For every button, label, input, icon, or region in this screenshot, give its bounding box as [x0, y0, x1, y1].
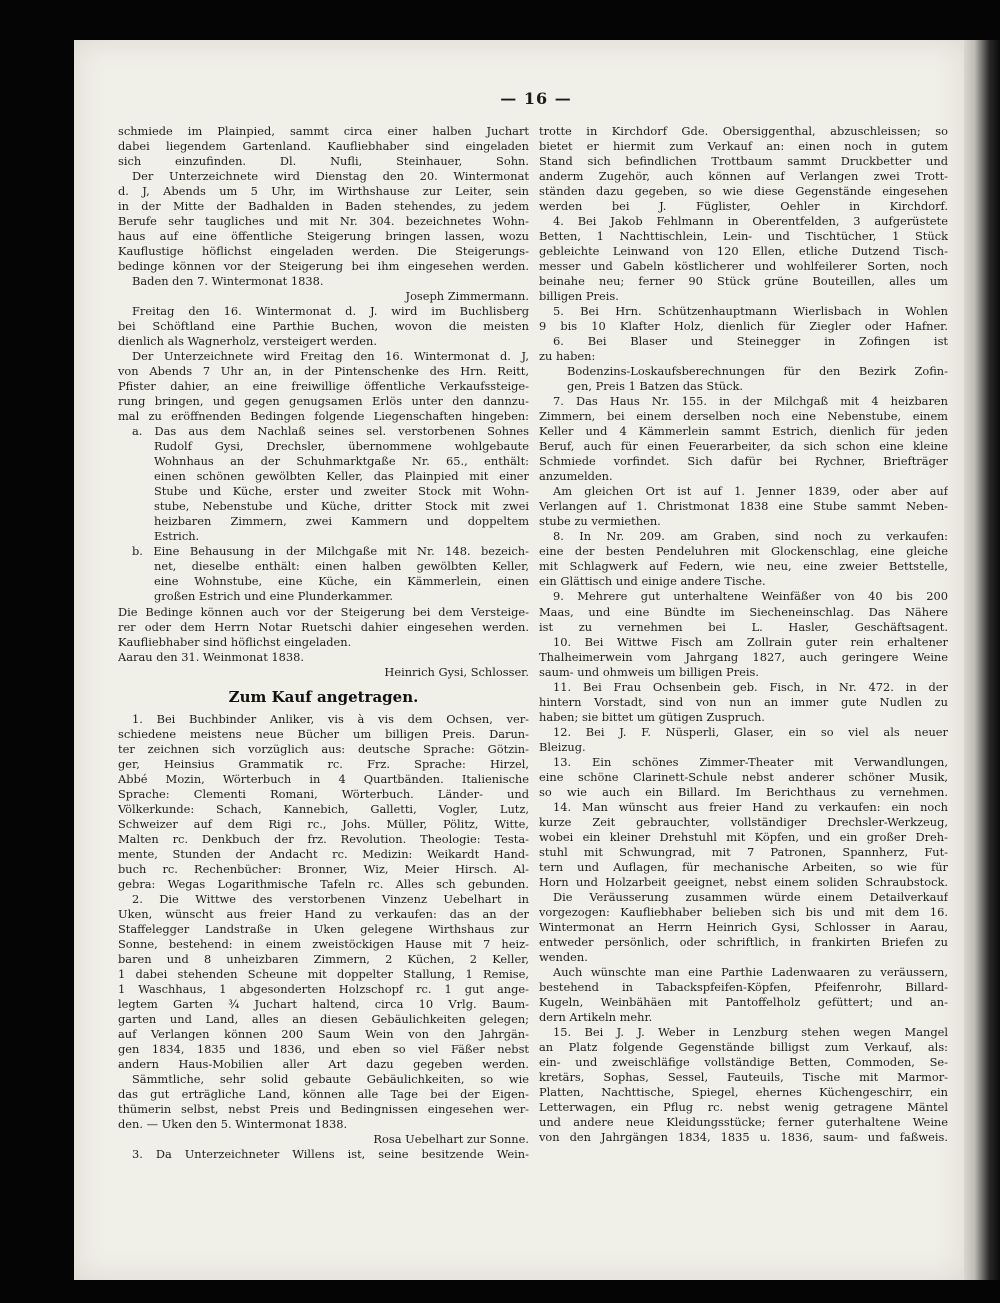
text-line: heizbaren Zimmern, zwei Kammern und doppeltem: [154, 514, 529, 529]
text-line: ein- und zweischläfige vollständige Betten, Commoden, Se-: [539, 1054, 948, 1069]
text-line: anderm Zugehör, auch können auf Verlangen zwei Trott-: [539, 169, 948, 184]
text-line: garten und Land, alles an diesen Gebäulichkeiten gelegen;: [118, 1011, 529, 1026]
text-line: Die Bedinge können auch vor der Steigerung bei dem Versteige-: [118, 604, 529, 619]
text-line: 6. Bei Blaser und Steinegger in Zofingen ist: [553, 334, 948, 349]
text-line: kretärs, Sophas, Sessel, Fauteuils, Tische mit Marmor-: [539, 1069, 948, 1084]
text-line: Estrich.: [154, 529, 200, 544]
text-line: bestehend in Tabackspfeifen-Köpfen, Pfeifenrohr, Billard-: [539, 979, 948, 994]
text-line: rung bringen, und gegen genugsamen Erlös unter den dannzu-: [118, 394, 529, 409]
text-line: bedinge können vor der Steigerung bei ihm eingesehen werden.: [118, 259, 529, 274]
text-line: sich einzufinden. Dl. Nufli, Steinhauer, Sohn.: [118, 154, 529, 169]
page-number: — 16 —: [500, 89, 572, 108]
text-line: 1. Bei Buchbinder Anliker, vis à vis dem Ochsen, ver-: [132, 711, 529, 726]
text-line: Schweizer auf dem Rigi rc., Johs. Müller, Pölitz, Witte,: [118, 816, 529, 831]
text-line: bei Schöftland eine Parthie Buchen, wovon die meisten: [118, 319, 529, 334]
text-line: 11. Bei Frau Ochsenbein geb. Fisch, in Nr. 472. in der: [553, 679, 948, 694]
text-line: ger, Heinsius Grammatik rc. Frz. Sprache: Hirzel,: [118, 756, 529, 771]
text-line: dern Artikeln mehr.: [539, 1009, 653, 1024]
text-line: 9 bis 10 Klafter Holz, dienlich für Ziegler oder Hafner.: [539, 319, 948, 334]
text-line: hintern Vorstadt, sind von nun an immer gute Nudlen zu: [539, 694, 948, 709]
text-line: an Platz folgende Gegenstände billigst zum Verkauf, als:: [539, 1039, 948, 1054]
text-line: Sämmtliche, sehr solid gebaute Gebäulichkeiten, so wie: [132, 1071, 529, 1086]
text-line: Stube und Küche, erster und zweiter Stock mit Wohn-: [154, 484, 529, 499]
text-line: b. Eine Behausung in der Milchgaße mit Nr. 148. bezeich-: [132, 544, 529, 559]
text-line: a. Das aus dem Nachlaß seines sel. verstorbenen Sohnes: [132, 424, 529, 439]
text-line: ständen dazu gegeben, so wie diese Gegenstände eingesehen: [539, 184, 948, 199]
text-line: dienlich als Wagnerholz, versteigert werden.: [118, 334, 377, 349]
text-line: trotte in Kirchdorf Gde. Obersiggenthal, abzuschleissen; so: [539, 124, 948, 138]
text-line: bietet er hiermit zum Verkauf an: einen noch in gutem: [539, 139, 948, 154]
text-line: Aarau den 31. Weinmonat 1838.: [118, 649, 305, 664]
text-line: Sonne, bestehend: in einem zweistöckigen Hause mit 7 heiz-: [118, 936, 529, 951]
text-line: Malten rc. Denkbuch der frz. Revolution. Theologie: Testa-: [118, 831, 529, 846]
text-line: Kauflustige höflichst eingeladen werden. Die Steigerungs-: [118, 244, 529, 259]
text-line: 3. Da Unterzeichneter Willens ist, seine besitzende Wein-: [132, 1147, 529, 1162]
text-line: vorgezogen: Kaufliebhaber belieben sich bis und mit dem 16.: [539, 904, 948, 919]
text-line: Uken, wünscht aus freier Hand zu verkaufen: das an der: [118, 906, 529, 921]
text-line: stube zu vermiethen.: [539, 514, 661, 529]
text-line: mal zu eröffnenden Bedingen folgende Liegenschaften hingeben:: [118, 409, 529, 424]
section-heading: Zum Kauf angetragen.: [228, 687, 419, 706]
text-line: 2. Die Wittwe des verstorbenen Vinzenz Uebelhart in: [132, 891, 529, 906]
text-line: 8. In Nr. 209. am Graben, sind noch zu verkaufen:: [553, 529, 948, 544]
text-line: Auch wünschte man eine Parthie Ladenwaaren zu veräussern,: [553, 964, 948, 979]
text-line: schmiede im Plainpied, sammt circa einer halben Juchart: [118, 124, 529, 138]
text-line: haus auf eine öffentliche Steigerung bringen lassen, wozu: [118, 229, 529, 244]
text-line: ter zeichnen sich vorzüglich aus: deutsche Sprache: Götzin-: [118, 741, 529, 756]
text-line: stuhl mit Schwungrad, mit 7 Patronen, Spannherz, Fut-: [539, 844, 948, 859]
text-line: thümerin selbst, nebst Preis und Bedingnissen eingesehen wer-: [118, 1101, 529, 1116]
text-line: gen, Preis 1 Batzen das Stück.: [567, 379, 744, 394]
text-line: eine schöne Clarinett-Schule nebst anderer schöner Musik,: [539, 769, 948, 784]
text-line: Bodenzins-Loskaufsberechnungen für den Bezirk Zofin-: [567, 364, 948, 379]
text-line: Wintermonat an Herrn Heinrich Gysi, Schlosser in Aarau,: [539, 919, 948, 934]
text-line: messer und Gabeln köstlicherer und wohlfeilerer Sorten, noch: [539, 259, 948, 274]
text-line: Schmiede vorfindet. Sich dafür bei Rychner, Briefträger: [539, 454, 948, 469]
text-line: Zimmern, bei einem derselben noch eine Nebenstube, einem: [539, 409, 948, 424]
signature-line: Heinrich Gysi, Schlosser.: [384, 664, 529, 679]
text-line: und andere neue Kleidungsstücke; ferner guterhaltene Weine: [539, 1115, 948, 1130]
text-line: werden bei J. Füglister, Oehler in Kirchdorf.: [539, 199, 948, 214]
text-line: buch rc. Rechenbücher: Bronner, Wiz, Meier Hirsch. Al-: [118, 861, 529, 876]
text-line: 5. Bei Hrn. Schützenhauptmann Wierlisbach in Wohlen: [553, 304, 948, 319]
text-line: den. — Uken den 5. Wintermonat 1838.: [118, 1117, 348, 1131]
text-line: d. J, Abends um 5 Uhr, im Wirthshause zur Leiter, sein: [118, 184, 529, 199]
text-line: Betten, 1 Nachttischlein, Lein- und Tischtücher, 1 Stück: [539, 229, 948, 244]
text-line: schiedene meistens neue Bücher um billigen Preis. Darun-: [118, 726, 529, 741]
text-line: tern und Auflagen, für mechanische Arbeiten, so wie für: [539, 859, 948, 874]
text-line: Sprache: Clementi Romani, Wörterbuch. Länder- und: [118, 786, 529, 801]
text-line: mente, Stunden der Andacht rc. Medizin: Weikardt Hand-: [118, 846, 529, 861]
text-line: 7. Das Haus Nr. 155. in der Milchgaß mit 4 heizbaren: [553, 394, 948, 409]
text-line: 9. Mehrere gut unterhaltene Weinfäßer von 40 bis 200: [553, 589, 948, 604]
text-line: billigen Preis.: [539, 289, 619, 304]
text-line: ist zu vernehmen bei L. Hasler, Geschäftsagent.: [539, 619, 948, 634]
text-line: Am gleichen Ort ist auf 1. Jenner 1839, oder aber auf: [553, 484, 948, 499]
text-line: 4. Bei Jakob Fehlmann in Oberentfelden, 3 aufgerüstete: [553, 214, 948, 229]
text-line: 14. Man wünscht aus freier Hand zu verkaufen: ein noch: [553, 799, 948, 814]
text-line: wenden.: [539, 949, 588, 964]
page-spine-shadow: [964, 40, 1000, 1280]
text-line: Verlangen auf 1. Christmonat 1838 eine Stube sammt Neben-: [539, 499, 948, 514]
text-line: dabei liegendem Gartenland. Kaufliebhaber sind eingeladen: [118, 139, 529, 154]
text-line: 13. Ein schönes Zimmer-Theater mit Verwandlungen,: [553, 754, 948, 769]
text-line: anzumelden.: [539, 469, 613, 484]
text-line: legtem Garten ¾ Juchart haltend, circa 10 Vrlg. Baum-: [118, 996, 529, 1011]
text-line: Pfister dahier, an eine freiwillige öffentliche Verkaufssteige-: [118, 379, 529, 394]
text-line: Abbé Mozin, Wörterbuch in 4 Quartbänden. Italienische: [118, 771, 529, 786]
text-line: Völkerkunde: Schach, Kannebich, Galletti, Vogler, Lutz,: [118, 801, 529, 816]
text-line: 12. Bei J. F. Nüsperli, Glaser, ein so viel als neuer: [553, 724, 948, 739]
text-line: gebra: Wegas Logarithmische Tafeln rc. Alles sch gebunden.: [118, 876, 529, 891]
text-line: Die Veräusserung zusammen würde einem Detailverkauf: [553, 889, 948, 904]
signature-line: Rosa Uebelhart zur Sonne.: [373, 1132, 529, 1147]
text-line: 1 dabei stehenden Scheune mit doppelter Stallung, 1 Remise,: [118, 966, 529, 981]
text-line: 15. Bei J. J. Weber in Lenzburg stehen wegen Mangel: [553, 1024, 948, 1039]
text-line: das gut erträgliche Land, können alle Tage bei der Eigen-: [118, 1086, 529, 1101]
text-line: gebleichte Leinwand von 120 Ellen, etliche Dutzend Tisch-: [539, 244, 948, 259]
text-line: beinahe neu; ferner 90 Stück grüne Bouteillen, alles um: [539, 274, 948, 289]
text-line: baren und 8 unheizbaren Zimmern, 2 Küchen, 2 Keller,: [118, 951, 529, 966]
text-line: 10. Bei Wittwe Fisch am Zollrain guter rein erhaltener: [553, 634, 948, 649]
text-line: rer oder dem Herrn Notar Ruetschi dahier eingesehen werden.: [118, 619, 529, 634]
text-line: Platten, Nachttische, Spiegel, ehernes Küchengeschirr, ein: [539, 1085, 948, 1099]
text-line: in der Mitte der Badhalden in Baden stehendes, zu jedem: [118, 199, 529, 214]
text-line: 1 Waschhaus, 1 abgesonderten Holzschopf rc. 1 gut ange-: [118, 981, 529, 996]
text-line: saum- und ohmweis um billigen Preis.: [539, 664, 759, 679]
text-line: Kaufliebhaber sind höflichst eingeladen.: [118, 634, 352, 649]
text-line: Wohnhaus an der Schuhmarktgaße Nr. 65., enthält:: [154, 454, 529, 469]
text-line: Horn und Holzarbeit geeignet, nebst einem soliden Schraubstock.: [539, 874, 948, 889]
text-line: Baden den 7. Wintermonat 1838.: [132, 274, 324, 289]
text-line: wobei ein kleiner Drehstuhl mit Köpfen, und ein großer Dreh-: [539, 829, 948, 844]
text-line: Der Unterzeichnete wird Freitag den 16. Wintermonat d. J,: [132, 349, 529, 364]
right-column: [539, 124, 948, 1145]
text-line: andern Haus-Mobilien aller Art dazu gegeben werden.: [118, 1056, 529, 1071]
newspaper-page: [74, 40, 964, 1280]
text-line: gen 1834, 1835 und 1836, und eben so viel Fäßer nebst: [118, 1041, 529, 1056]
text-line: Stand sich befindlichen Trottbaum sammt Druckbetter und: [539, 154, 948, 169]
text-line: Freitag den 16. Wintermonat d. J. wird im Buchlisberg: [132, 304, 529, 319]
text-line: haben; sie bittet um gütigen Zuspruch.: [539, 709, 765, 724]
text-line: Keller und 4 Kämmerlein sammt Estrich, dienlich für jeden: [539, 424, 948, 439]
text-line: kurze Zeit gebrauchter, vollständiger Drechsler-Werkzeug,: [539, 814, 948, 829]
text-line: Maas, und eine Bündte im Siecheneinschlag. Das Nähere: [539, 604, 948, 619]
text-line: stube, Nebenstube und Küche, dritter Stock mit zwei: [154, 499, 529, 514]
text-line: Bleizug.: [539, 739, 586, 754]
text-line: eine der besten Pendeluhren mit Glockenschlag, eine gleiche: [539, 544, 948, 559]
text-line: Letterwagen, ein Pflug rc. nebst wenig getragene Mäntel: [539, 1100, 948, 1115]
signature-line: Joseph Zimmermann.: [405, 289, 529, 304]
text-line: Beruf, auch für einen Feuerarbeiter, da sich schon eine kleine: [539, 439, 948, 454]
text-line: auf Verlangen können 200 Saum Wein von den Jahrgän-: [118, 1026, 529, 1041]
text-line: Thalheimerwein vom Jahrgang 1827, auch geringere Weine: [539, 649, 948, 664]
text-line: Staffelegger Landstraße in Uken gelegene Wirthshaus zur: [118, 921, 529, 936]
text-line: net, dieselbe enthält: einen halben gewölbten Keller,: [154, 559, 529, 574]
text-line: großen Estrich und eine Plunderkammer.: [154, 589, 394, 604]
left-column: [118, 124, 529, 1162]
text-line: mit Schlagwerk auf Federn, wie neu, eine zweier Bettstelle,: [539, 559, 948, 574]
text-line: einen schönen gewölbten Keller, das Plainpied mit einer: [154, 469, 529, 484]
text-line: Der Unterzeichnete wird Dienstag den 20. Wintermonat: [132, 169, 529, 184]
text-line: Kugeln, Weinbähäen mit Pantoffelholz gefüttert; und an-: [539, 994, 948, 1009]
text-line: Berufe sehr taugliches und mit Nr. 304. bezeichnetes Wohn-: [118, 214, 529, 229]
text-line: ein Glättisch und einige andere Tische.: [539, 574, 766, 589]
text-line: so wie auch ein Billard. Im Berichthaus zu vernehmen.: [539, 784, 948, 799]
text-line: entweder persönlich, oder schriftlich, in frankirten Briefen zu: [539, 934, 948, 949]
text-line: von Abends 7 Uhr an, in der Pintenschenke des Hrn. Reitt,: [118, 364, 529, 379]
text-line: Rudolf Gysi, Drechsler, übernommene wohlgebaute: [154, 439, 529, 454]
text-line: zu haben:: [539, 349, 596, 364]
text-line: von den Jahrgängen 1834, 1835 u. 1836, saum- und faßweis.: [539, 1130, 948, 1145]
text-line: eine Wohnstube, eine Küche, ein Kämmerlein, einen: [154, 574, 529, 589]
